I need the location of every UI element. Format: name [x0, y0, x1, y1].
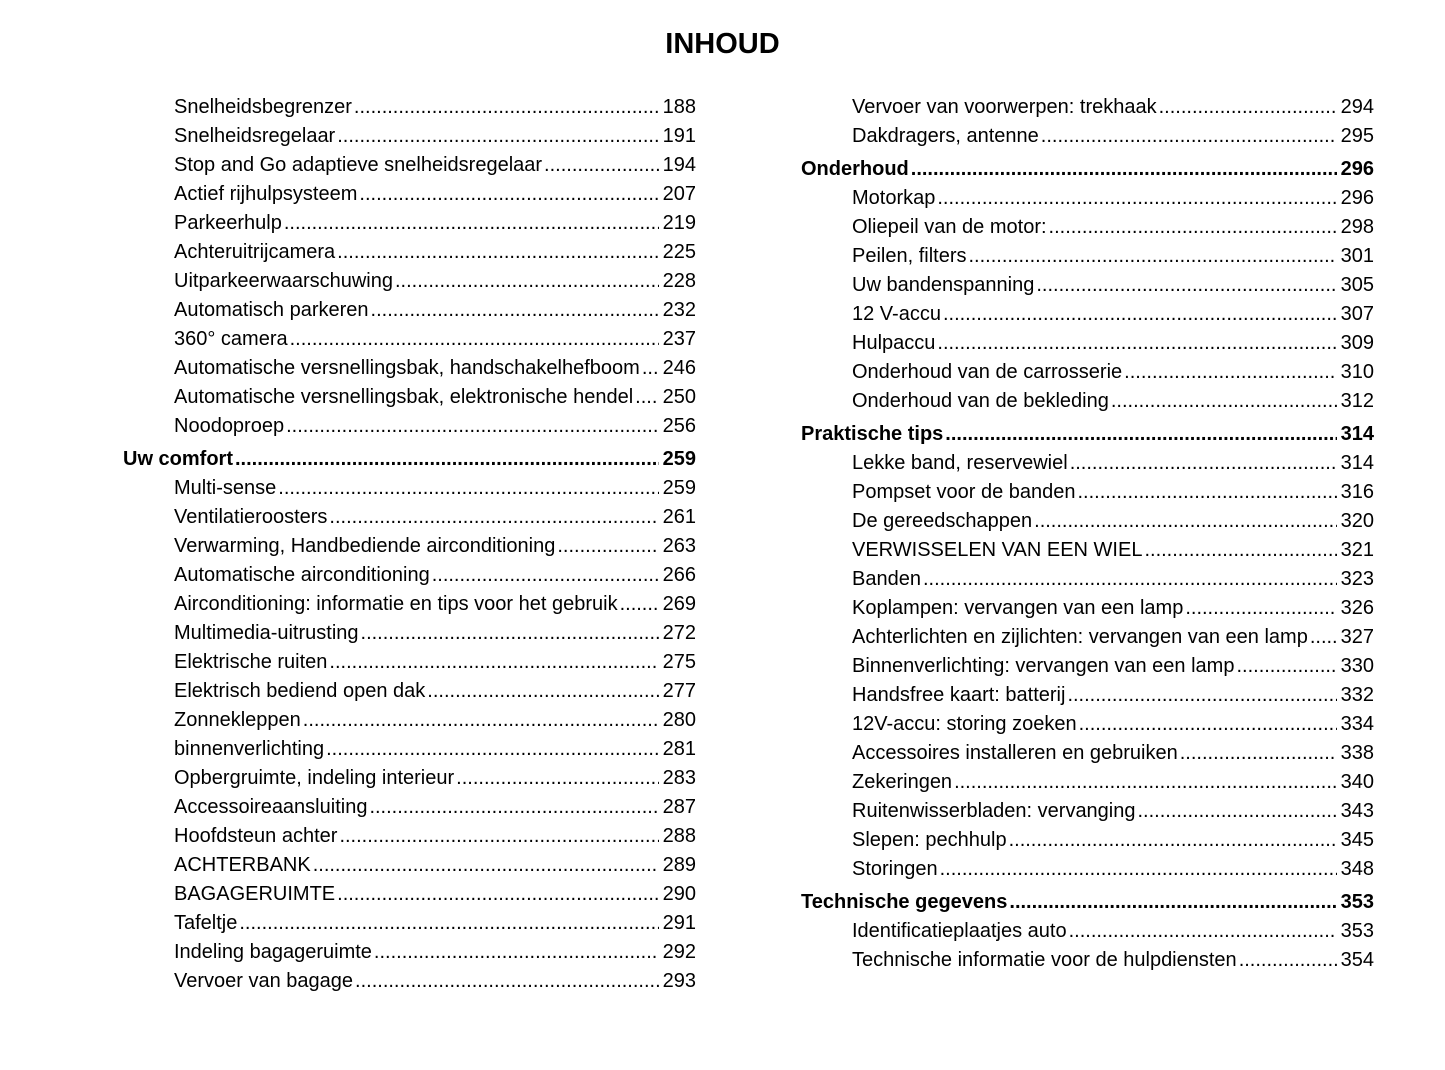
- toc-entry[interactable]: [801, 594, 1374, 623]
- toc-entry-page-number: 338: [1340, 742, 1374, 764]
- toc-entry[interactable]: [123, 938, 696, 967]
- toc-entry[interactable]: [123, 735, 696, 764]
- toc-entry[interactable]: [801, 855, 1374, 884]
- toc-entry-label: Multi-sense: [174, 477, 277, 499]
- toc-entry-page-number: 232: [662, 299, 696, 321]
- toc-entry-page-number: 237: [662, 328, 696, 350]
- toc-dot-leader: [1036, 271, 1336, 300]
- toc-entry-label: Opbergruimte, indeling interieur: [174, 767, 455, 789]
- toc-entry[interactable]: [801, 623, 1374, 652]
- toc-entry-label: binnenverlichting: [174, 738, 325, 760]
- toc-entry-page-number: 309: [1340, 332, 1374, 354]
- toc-entry-label: Uw bandenspanning: [852, 274, 1035, 296]
- toc-entry[interactable]: [801, 565, 1374, 594]
- toc-entry-page-number: 288: [662, 825, 696, 847]
- toc-entry-page-number: 298: [1340, 216, 1374, 238]
- toc-dot-leader: [278, 474, 658, 503]
- toc-entry-page-number: 277: [662, 680, 696, 702]
- toc-entry-label: Onderhoud: [801, 158, 909, 180]
- toc-dot-leader: [1239, 946, 1337, 975]
- toc-entry[interactable]: [123, 122, 696, 151]
- toc-dot-leader: [337, 880, 658, 909]
- toc-entry[interactable]: [801, 300, 1374, 329]
- toc-entry-page-number: 326: [1340, 597, 1374, 619]
- toc-dot-leader: [369, 793, 658, 822]
- toc-entry-page-number: 280: [662, 709, 696, 731]
- toc-entry-label: Zonnekleppen: [174, 709, 301, 731]
- toc-entry-page-number: 272: [662, 622, 696, 644]
- toc-entry-page-number: 263: [662, 535, 696, 557]
- toc-entry[interactable]: [801, 826, 1374, 855]
- toc-entry-page-number: 321: [1340, 539, 1374, 561]
- toc-entry[interactable]: [801, 681, 1374, 710]
- toc-entry-label: Pompset voor de banden: [852, 481, 1076, 503]
- toc-entry[interactable]: [123, 267, 696, 296]
- toc-entry-label: Banden: [852, 568, 921, 590]
- toc-dot-leader: [355, 967, 659, 996]
- toc-entry-label: Snelheidsregelaar: [174, 125, 336, 147]
- toc-entry-page-number: 353: [1340, 920, 1374, 942]
- toc-entry-page-number: 293: [662, 970, 696, 992]
- toc-entry-page-number: 295: [1340, 125, 1374, 147]
- toc-dot-leader: [329, 503, 658, 532]
- toc-dot-leader: [354, 93, 659, 122]
- toc-entry-page-number: 289: [662, 854, 696, 876]
- toc-entry-label: Handsfree kaart: batterij: [852, 684, 1066, 706]
- toc-entry-page-number: 281: [662, 738, 696, 760]
- toc-entry-label: Airconditioning: informatie en tips voor het gebruik: [174, 593, 618, 615]
- toc-dot-leader: [432, 561, 659, 590]
- toc-dot-leader: [1067, 681, 1336, 710]
- toc-right-column: [801, 93, 1374, 975]
- toc-entry-label: Stop and Go adaptieve snelheidsregelaar: [174, 154, 543, 176]
- toc-entry-label: Ruitenwisserbladen: vervanging: [852, 800, 1136, 822]
- toc-entry-page-number: 246: [662, 357, 696, 379]
- toc-entry-page-number: 301: [1340, 245, 1374, 267]
- toc-entry-page-number: 250: [662, 386, 696, 408]
- toc-entry-label: Slepen: pechhulp: [852, 829, 1007, 851]
- toc-entry[interactable]: [123, 793, 696, 822]
- toc-entry-page-number: 332: [1340, 684, 1374, 706]
- toc-entry-label: Praktische tips: [801, 423, 944, 445]
- toc-entry[interactable]: [801, 184, 1374, 213]
- toc-dot-leader: [339, 822, 658, 851]
- toc-dot-leader: [1111, 387, 1337, 416]
- toc-entry[interactable]: [123, 909, 696, 938]
- toc-entry-page-number: 310: [1340, 361, 1374, 383]
- toc-entry[interactable]: [801, 449, 1374, 478]
- toc-dot-leader: [1079, 710, 1337, 739]
- toc-dot-leader: [427, 677, 658, 706]
- toc-dot-leader: [359, 180, 658, 209]
- toc-dot-leader: [239, 909, 658, 938]
- toc-entry-label: Actief rijhulpsysteem: [174, 183, 358, 205]
- toc-entry-label: Automatische airconditioning: [174, 564, 430, 586]
- toc-entry-label: Snelheidsbegrenzer: [174, 96, 352, 118]
- toc-entry-label: Motorkap: [852, 187, 936, 209]
- toc-entry-page-number: 296: [1340, 158, 1374, 180]
- toc-entry-page-number: 292: [662, 941, 696, 963]
- toc-entry[interactable]: [123, 412, 696, 441]
- toc-dot-leader: [374, 938, 659, 967]
- toc-section-heading[interactable]: [123, 445, 696, 474]
- toc-entry-label: Vervoer van voorwerpen: trekhaak: [852, 96, 1157, 118]
- toc-dot-leader: [290, 325, 659, 354]
- toc-entry-label: 360° camera: [174, 328, 288, 350]
- toc-entry[interactable]: [801, 946, 1374, 975]
- toc-entry-page-number: 266: [662, 564, 696, 586]
- toc-entry-label: Binnenverlichting: vervangen van een lamp: [852, 655, 1235, 677]
- toc-entry[interactable]: [801, 271, 1374, 300]
- toc-dot-leader: [1034, 507, 1336, 536]
- toc-entry[interactable]: [801, 387, 1374, 416]
- toc-dot-leader: [945, 420, 1336, 449]
- toc-entry[interactable]: [801, 122, 1374, 151]
- toc-entry[interactable]: [123, 648, 696, 677]
- toc-entry-label: Dakdragers, antenne: [852, 125, 1039, 147]
- toc-entry-label: 12V-accu: storing zoeken: [852, 713, 1077, 735]
- toc-entry-page-number: 307: [1340, 303, 1374, 325]
- toc-left-column: [123, 93, 696, 996]
- toc-dot-leader: [1159, 93, 1337, 122]
- toc-entry-page-number: 207: [662, 183, 696, 205]
- toc-entry-label: Elektrisch bediend open dak: [174, 680, 426, 702]
- toc-entry-page-number: 345: [1340, 829, 1374, 851]
- toc-entry-label: 12 V-accu: [852, 303, 941, 325]
- toc-dot-leader: [943, 300, 1337, 329]
- toc-entry-page-number: 353: [1340, 891, 1374, 913]
- toc-entry-label: Oliepeil van de motor:: [852, 216, 1047, 238]
- toc-entry-page-number: 228: [662, 270, 696, 292]
- toc-entry-page-number: 291: [662, 912, 696, 934]
- toc-entry[interactable]: [123, 851, 696, 880]
- toc-entry-page-number: 330: [1340, 655, 1374, 677]
- toc-entry[interactable]: [123, 296, 696, 325]
- toc-dot-leader: [923, 565, 1337, 594]
- toc-entry[interactable]: [123, 503, 696, 532]
- toc-entry-page-number: 294: [1340, 96, 1374, 118]
- toc-entry[interactable]: [123, 967, 696, 996]
- toc-entry-page-number: 340: [1340, 771, 1374, 793]
- toc-entry-page-number: 287: [662, 796, 696, 818]
- toc-entry-label: Onderhoud van de bekleding: [852, 390, 1109, 412]
- toc-dot-leader: [1180, 739, 1337, 768]
- toc-entry[interactable]: [123, 590, 696, 619]
- toc-entry-label: Uw comfort: [123, 448, 233, 470]
- toc-entry-label: Accessoires installeren en gebruiken: [852, 742, 1178, 764]
- toc-entry-label: BAGAGERUIMTE: [174, 883, 336, 905]
- toc-entry-label: Elektrische ruiten: [174, 651, 328, 673]
- toc-entry-label: Noodoproep: [174, 415, 285, 437]
- toc-dot-leader: [361, 619, 659, 648]
- toc-entry[interactable]: [801, 213, 1374, 242]
- toc-entry-page-number: 316: [1340, 481, 1374, 503]
- toc-entry[interactable]: [123, 764, 696, 793]
- toc-entry-page-number: 343: [1340, 800, 1374, 822]
- toc-entry-label: Achteruitrijcamera: [174, 241, 336, 263]
- toc-entry-page-number: 259: [662, 448, 696, 470]
- toc-entry-page-number: 296: [1340, 187, 1374, 209]
- toc-entry[interactable]: [801, 710, 1374, 739]
- page-title: INHOUD: [665, 28, 780, 60]
- toc-entry-page-number: 320: [1340, 510, 1374, 532]
- toc-entry-label: Verwarming, Handbediende airconditioning: [174, 535, 556, 557]
- toc-entry-label: Technische gegevens: [801, 891, 1008, 913]
- toc-dot-leader: [395, 267, 659, 296]
- toc-dot-leader: [1041, 122, 1337, 151]
- toc-entry-label: Zekeringen: [852, 771, 953, 793]
- toc-dot-leader: [1009, 888, 1336, 917]
- toc-dot-leader: [1144, 536, 1336, 565]
- toc-entry-label: Vervoer van bagage: [174, 970, 354, 992]
- toc-dot-leader: [1009, 826, 1337, 855]
- toc-entry[interactable]: [801, 768, 1374, 797]
- toc-dot-leader: [911, 155, 1337, 184]
- toc-entry-label: Lekke band, reservewiel: [852, 452, 1068, 474]
- toc-entry-page-number: 283: [662, 767, 696, 789]
- toc-dot-leader: [303, 706, 659, 735]
- toc-entry-page-number: 194: [662, 154, 696, 176]
- toc-section-heading[interactable]: [801, 420, 1374, 449]
- toc-entry[interactable]: [801, 242, 1374, 271]
- toc-entry-page-number: 269: [662, 593, 696, 615]
- toc-entry[interactable]: [801, 507, 1374, 536]
- toc-entry-label: Achterlichten en zijlichten: vervangen van een lamp: [852, 626, 1308, 648]
- toc-dot-leader: [1185, 594, 1336, 623]
- toc-entry-page-number: 275: [662, 651, 696, 673]
- toc-dot-leader: [954, 768, 1337, 797]
- toc-entry-label: Accessoireaansluiting: [174, 796, 368, 818]
- toc-dot-leader: [1124, 358, 1336, 387]
- toc-entry-label: Ventilatieroosters: [174, 506, 328, 528]
- toc-entry-page-number: 261: [662, 506, 696, 528]
- toc-entry-page-number: 314: [1340, 423, 1374, 445]
- toc-entry-label: Automatische versnellingsbak, elektronische hendel: [174, 386, 634, 408]
- toc-dot-leader: [1236, 652, 1336, 681]
- toc-entry-label: Tafeltje: [174, 912, 238, 934]
- toc-entry[interactable]: [123, 532, 696, 561]
- toc-entry[interactable]: [801, 478, 1374, 507]
- toc-entry[interactable]: [123, 474, 696, 503]
- toc-entry-page-number: 348: [1340, 858, 1374, 880]
- toc-entry-page-number: 225: [662, 241, 696, 263]
- toc-entry-label: Hoofdsteun achter: [174, 825, 338, 847]
- toc-dot-leader: [235, 445, 659, 474]
- toc-entry-label: VERWISSELEN VAN EEN WIEL: [852, 539, 1143, 561]
- toc-entry-page-number: 219: [662, 212, 696, 234]
- toc-entry-page-number: 256: [662, 415, 696, 437]
- toc-entry-page-number: 305: [1340, 274, 1374, 296]
- toc-entry-page-number: 327: [1340, 626, 1374, 648]
- toc-entry-page-number: 188: [662, 96, 696, 118]
- toc-dot-leader: [969, 242, 1337, 271]
- toc-entry[interactable]: [801, 536, 1374, 565]
- toc-dot-leader: [326, 735, 659, 764]
- toc-entry-label: Peilen, filters: [852, 245, 967, 267]
- toc-dot-leader: [1078, 478, 1337, 507]
- toc-entry-label: Uitparkeerwaarschuwing: [174, 270, 393, 292]
- toc-dot-leader: [337, 238, 658, 267]
- toc-dot-leader: [642, 354, 659, 383]
- toc-entry-label: Koplampen: vervangen van een lamp: [852, 597, 1184, 619]
- toc-entry[interactable]: [801, 797, 1374, 826]
- toc-entry-label: Parkeerhulp: [174, 212, 282, 234]
- toc-entry-page-number: 290: [662, 883, 696, 905]
- toc-entry-label: Storingen: [852, 858, 938, 880]
- toc-dot-leader: [1069, 917, 1337, 946]
- toc-dot-leader: [937, 329, 1336, 358]
- toc-entry[interactable]: [123, 383, 696, 412]
- toc-dot-leader: [544, 151, 659, 180]
- toc-dot-leader: [329, 648, 658, 677]
- toc-entry[interactable]: [123, 619, 696, 648]
- toc-entry[interactable]: [801, 358, 1374, 387]
- toc-entry[interactable]: [801, 329, 1374, 358]
- toc-entry-label: ACHTERBANK: [174, 854, 311, 876]
- toc-entry-page-number: 259: [662, 477, 696, 499]
- toc-entry[interactable]: [123, 880, 696, 909]
- toc-entry[interactable]: [801, 652, 1374, 681]
- toc-entry-label: Hulpaccu: [852, 332, 936, 354]
- toc-dot-leader: [937, 184, 1336, 213]
- toc-entry-label: Multimedia-uitrusting: [174, 622, 359, 644]
- toc-dot-leader: [337, 122, 658, 151]
- toc-entry[interactable]: [123, 209, 696, 238]
- toc-entry-label: Technische informatie voor de hulpdiensten: [852, 949, 1237, 971]
- toc-entry-label: Automatische versnellingsbak, handschakelhefboom: [174, 357, 640, 379]
- toc-entry[interactable]: [123, 325, 696, 354]
- toc-dot-leader: [286, 412, 659, 441]
- toc-entry-page-number: 314: [1340, 452, 1374, 474]
- toc-dot-leader: [1138, 797, 1337, 826]
- toc-entry-label: Automatisch parkeren: [174, 299, 369, 321]
- toc-entry-page-number: 334: [1340, 713, 1374, 735]
- toc-entry[interactable]: [123, 706, 696, 735]
- toc-entry-label: De gereedschappen: [852, 510, 1033, 532]
- toc-entry-page-number: 354: [1340, 949, 1374, 971]
- toc-entry[interactable]: [801, 917, 1374, 946]
- toc-dot-leader: [940, 855, 1337, 884]
- toc-dot-leader: [371, 296, 659, 325]
- toc-entry[interactable]: [123, 822, 696, 851]
- toc-section-heading[interactable]: [801, 888, 1374, 917]
- toc-entry[interactable]: [801, 739, 1374, 768]
- toc-entry[interactable]: [801, 93, 1374, 122]
- toc-dot-leader: [1310, 623, 1337, 652]
- toc-entry-label: Identificatieplaatjes auto: [852, 920, 1067, 942]
- toc-entry-page-number: 323: [1340, 568, 1374, 590]
- toc-entry[interactable]: [123, 677, 696, 706]
- toc-entry[interactable]: [123, 238, 696, 267]
- toc-entry[interactable]: [123, 180, 696, 209]
- toc-entry-label: Onderhoud van de carrosserie: [852, 361, 1123, 383]
- toc-entry[interactable]: [123, 354, 696, 383]
- toc-dot-leader: [313, 851, 659, 880]
- toc-entry-page-number: 312: [1340, 390, 1374, 412]
- toc-entry-page-number: 191: [662, 125, 696, 147]
- toc-dot-leader: [557, 532, 658, 561]
- toc-entry[interactable]: [123, 561, 696, 590]
- toc-dot-leader: [456, 764, 658, 793]
- toc-section-heading[interactable]: [801, 155, 1374, 184]
- toc-dot-leader: [284, 209, 659, 238]
- toc-dot-leader: [620, 590, 659, 619]
- toc-dot-leader: [1049, 213, 1337, 242]
- toc-dot-leader: [635, 383, 658, 412]
- toc-entry[interactable]: [123, 151, 696, 180]
- toc-entry-label: Indeling bagageruimte: [174, 941, 372, 963]
- toc-dot-leader: [1070, 449, 1337, 478]
- toc-entry[interactable]: [123, 93, 696, 122]
